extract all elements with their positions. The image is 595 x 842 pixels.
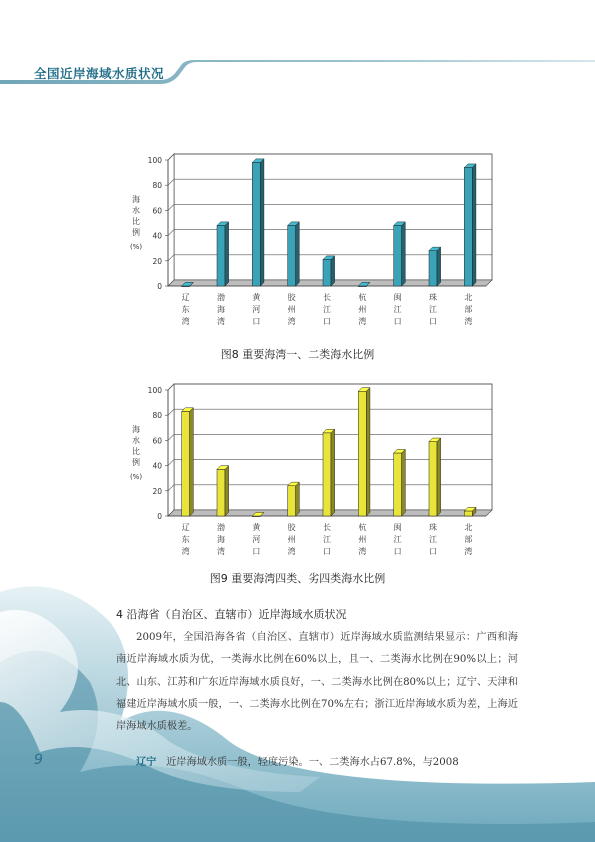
svg-text:水: 水 [132, 206, 140, 215]
chart-side-wall [168, 384, 174, 516]
x-tick-label [288, 292, 297, 326]
svg-text:渤: 渤 [217, 523, 225, 532]
svg-text:渤: 渤 [217, 293, 225, 302]
bar [358, 388, 370, 516]
svg-text:口: 口 [393, 317, 402, 326]
page-header-title: 全国近岸海域水质状况 [34, 66, 165, 81]
x-tick-label [429, 522, 437, 556]
bar [464, 164, 476, 286]
svg-text:杭: 杭 [358, 523, 367, 532]
svg-text:海: 海 [217, 535, 225, 544]
paragraph-1 [116, 627, 518, 738]
svg-text:口: 口 [252, 317, 261, 326]
y-tick-label: 0 [157, 282, 162, 291]
y-tick-label: 80 [152, 181, 162, 191]
bar [288, 482, 300, 516]
x-tick-label [217, 522, 225, 556]
bar [217, 222, 229, 286]
svg-text:海: 海 [132, 425, 140, 434]
svg-text:(%): (%) [129, 243, 143, 251]
svg-text:湾: 湾 [358, 317, 367, 326]
svg-text:州: 州 [358, 305, 367, 314]
chart-1 [118, 150, 498, 335]
bar [323, 256, 335, 286]
svg-text:湾: 湾 [217, 317, 225, 326]
svg-text:口: 口 [393, 547, 402, 556]
y-tick-label: 40 [152, 231, 162, 241]
svg-text:部: 部 [464, 535, 473, 544]
svg-text:杭: 杭 [358, 293, 367, 302]
svg-text:湾: 湾 [181, 547, 190, 556]
svg-text:江: 江 [429, 535, 437, 544]
y-tick-label: 60 [152, 206, 162, 216]
page-number: 9 [34, 752, 43, 768]
y-tick-label: 100 [147, 386, 162, 395]
paragraph-1-text: 2009年，全国沿海各省（自治区、直辖市）近岸海域水质监测结果显示：广西和海南近岸海域水质为优，一类海水比例在60%以上，且一、二类海水比例在90%以上；河北、山东、江苏和广东近岸海域水质良好，一、二类海水比例在80%以上；辽宁、天津和福建近岸海域水质一般，一、二类海水比例在70%左右；浙江近岸海域水质为差，上海近岸海域水质极差。 [116, 632, 518, 733]
svg-text:辽: 辽 [181, 523, 190, 532]
y-axis-label [130, 194, 142, 251]
y-tick-label: 20 [152, 256, 162, 266]
svg-text:闽: 闽 [393, 293, 402, 302]
svg-text:江: 江 [393, 535, 402, 544]
svg-text:黄: 黄 [252, 523, 261, 532]
svg-text:北: 北 [464, 523, 473, 532]
y-tick-label: 0 [157, 512, 162, 521]
x-tick-label [323, 293, 331, 326]
svg-text:长: 长 [323, 523, 331, 532]
svg-text:例: 例 [132, 228, 140, 237]
svg-text:口: 口 [429, 547, 437, 556]
chart-2-svg [118, 380, 498, 560]
svg-text:江: 江 [429, 305, 437, 314]
svg-text:黄: 黄 [252, 293, 261, 302]
bar [217, 466, 229, 516]
x-tick-label [217, 292, 225, 326]
svg-text:东: 东 [181, 535, 190, 544]
svg-text:湾: 湾 [287, 317, 296, 326]
svg-text:比: 比 [132, 217, 140, 226]
svg-text:河: 河 [252, 535, 261, 544]
svg-text:州: 州 [287, 535, 296, 544]
y-tick-label: 40 [152, 461, 162, 471]
svg-text:湾: 湾 [464, 317, 473, 326]
svg-text:口: 口 [323, 547, 331, 556]
svg-text:珠: 珠 [429, 523, 437, 532]
x-tick-label [182, 523, 190, 556]
chart-2 [118, 380, 498, 560]
y-axis-label [130, 424, 142, 481]
x-tick-label [358, 292, 366, 326]
x-tick-label [394, 522, 402, 556]
y-tick-label: 100 [147, 156, 162, 165]
svg-text:湾: 湾 [358, 547, 367, 556]
x-tick-label [288, 522, 297, 556]
y-tick-label: 20 [152, 486, 162, 496]
paragraph-2 [116, 752, 518, 774]
svg-text:口: 口 [252, 547, 261, 556]
bar [252, 159, 264, 286]
svg-text:长: 长 [323, 293, 331, 302]
svg-text:湾: 湾 [217, 547, 225, 556]
x-tick-label [464, 522, 472, 556]
svg-text:湾: 湾 [287, 547, 296, 556]
page-header [0, 0, 595, 100]
x-tick-label [182, 293, 190, 326]
y-tick-label: 80 [152, 411, 162, 421]
x-tick-label [252, 292, 261, 326]
svg-text:口: 口 [323, 317, 331, 326]
x-tick-label [464, 292, 472, 326]
paragraph-2-text: 近岸海域水质一般，轻度污染。一、二类海水占67.8%，与2008 [166, 757, 459, 768]
chart-1-svg [118, 150, 498, 335]
svg-text:江: 江 [323, 305, 331, 314]
svg-text:湾: 湾 [464, 547, 473, 556]
svg-text:胶: 胶 [287, 293, 296, 302]
svg-text:比: 比 [132, 447, 140, 456]
svg-text:海: 海 [217, 305, 225, 314]
svg-text:东: 东 [181, 305, 190, 314]
svg-text:部: 部 [464, 305, 473, 314]
chart-1-caption: 图8 重要海湾一、二类海水比例 [220, 348, 375, 361]
svg-text:州: 州 [358, 535, 367, 544]
svg-text:辽: 辽 [181, 293, 190, 302]
svg-text:江: 江 [393, 305, 402, 314]
bar [288, 222, 300, 286]
x-tick-label [358, 522, 366, 556]
svg-text:闽: 闽 [393, 523, 402, 532]
svg-text:水: 水 [132, 436, 140, 445]
bar [429, 247, 441, 286]
section-heading: 4 沿海省（自治区、直辖市）近岸海域水质状况 [116, 608, 347, 621]
header-decoration [0, 0, 595, 100]
svg-text:例: 例 [132, 458, 140, 467]
bar [394, 449, 406, 516]
bar [182, 408, 194, 516]
svg-text:海: 海 [132, 195, 140, 204]
province-name: 辽宁 [136, 757, 157, 768]
x-tick-label [323, 523, 331, 556]
x-tick-label [429, 292, 437, 326]
svg-text:江: 江 [323, 535, 331, 544]
svg-text:口: 口 [429, 317, 437, 326]
x-tick-label [394, 292, 402, 326]
bar [394, 222, 406, 286]
svg-text:湾: 湾 [181, 317, 190, 326]
svg-text:(%): (%) [129, 473, 143, 481]
y-tick-label: 60 [152, 436, 162, 446]
chart-2-caption: 图9 重要海湾四类、劣四类海水比例 [209, 572, 386, 585]
svg-text:胶: 胶 [287, 523, 296, 532]
x-tick-label [252, 522, 261, 556]
chart-side-wall [168, 154, 174, 286]
bar [429, 438, 441, 516]
svg-text:北: 北 [464, 293, 473, 302]
svg-text:河: 河 [252, 305, 261, 314]
bar [323, 429, 335, 516]
svg-text:州: 州 [287, 305, 296, 314]
svg-text:珠: 珠 [429, 293, 437, 302]
